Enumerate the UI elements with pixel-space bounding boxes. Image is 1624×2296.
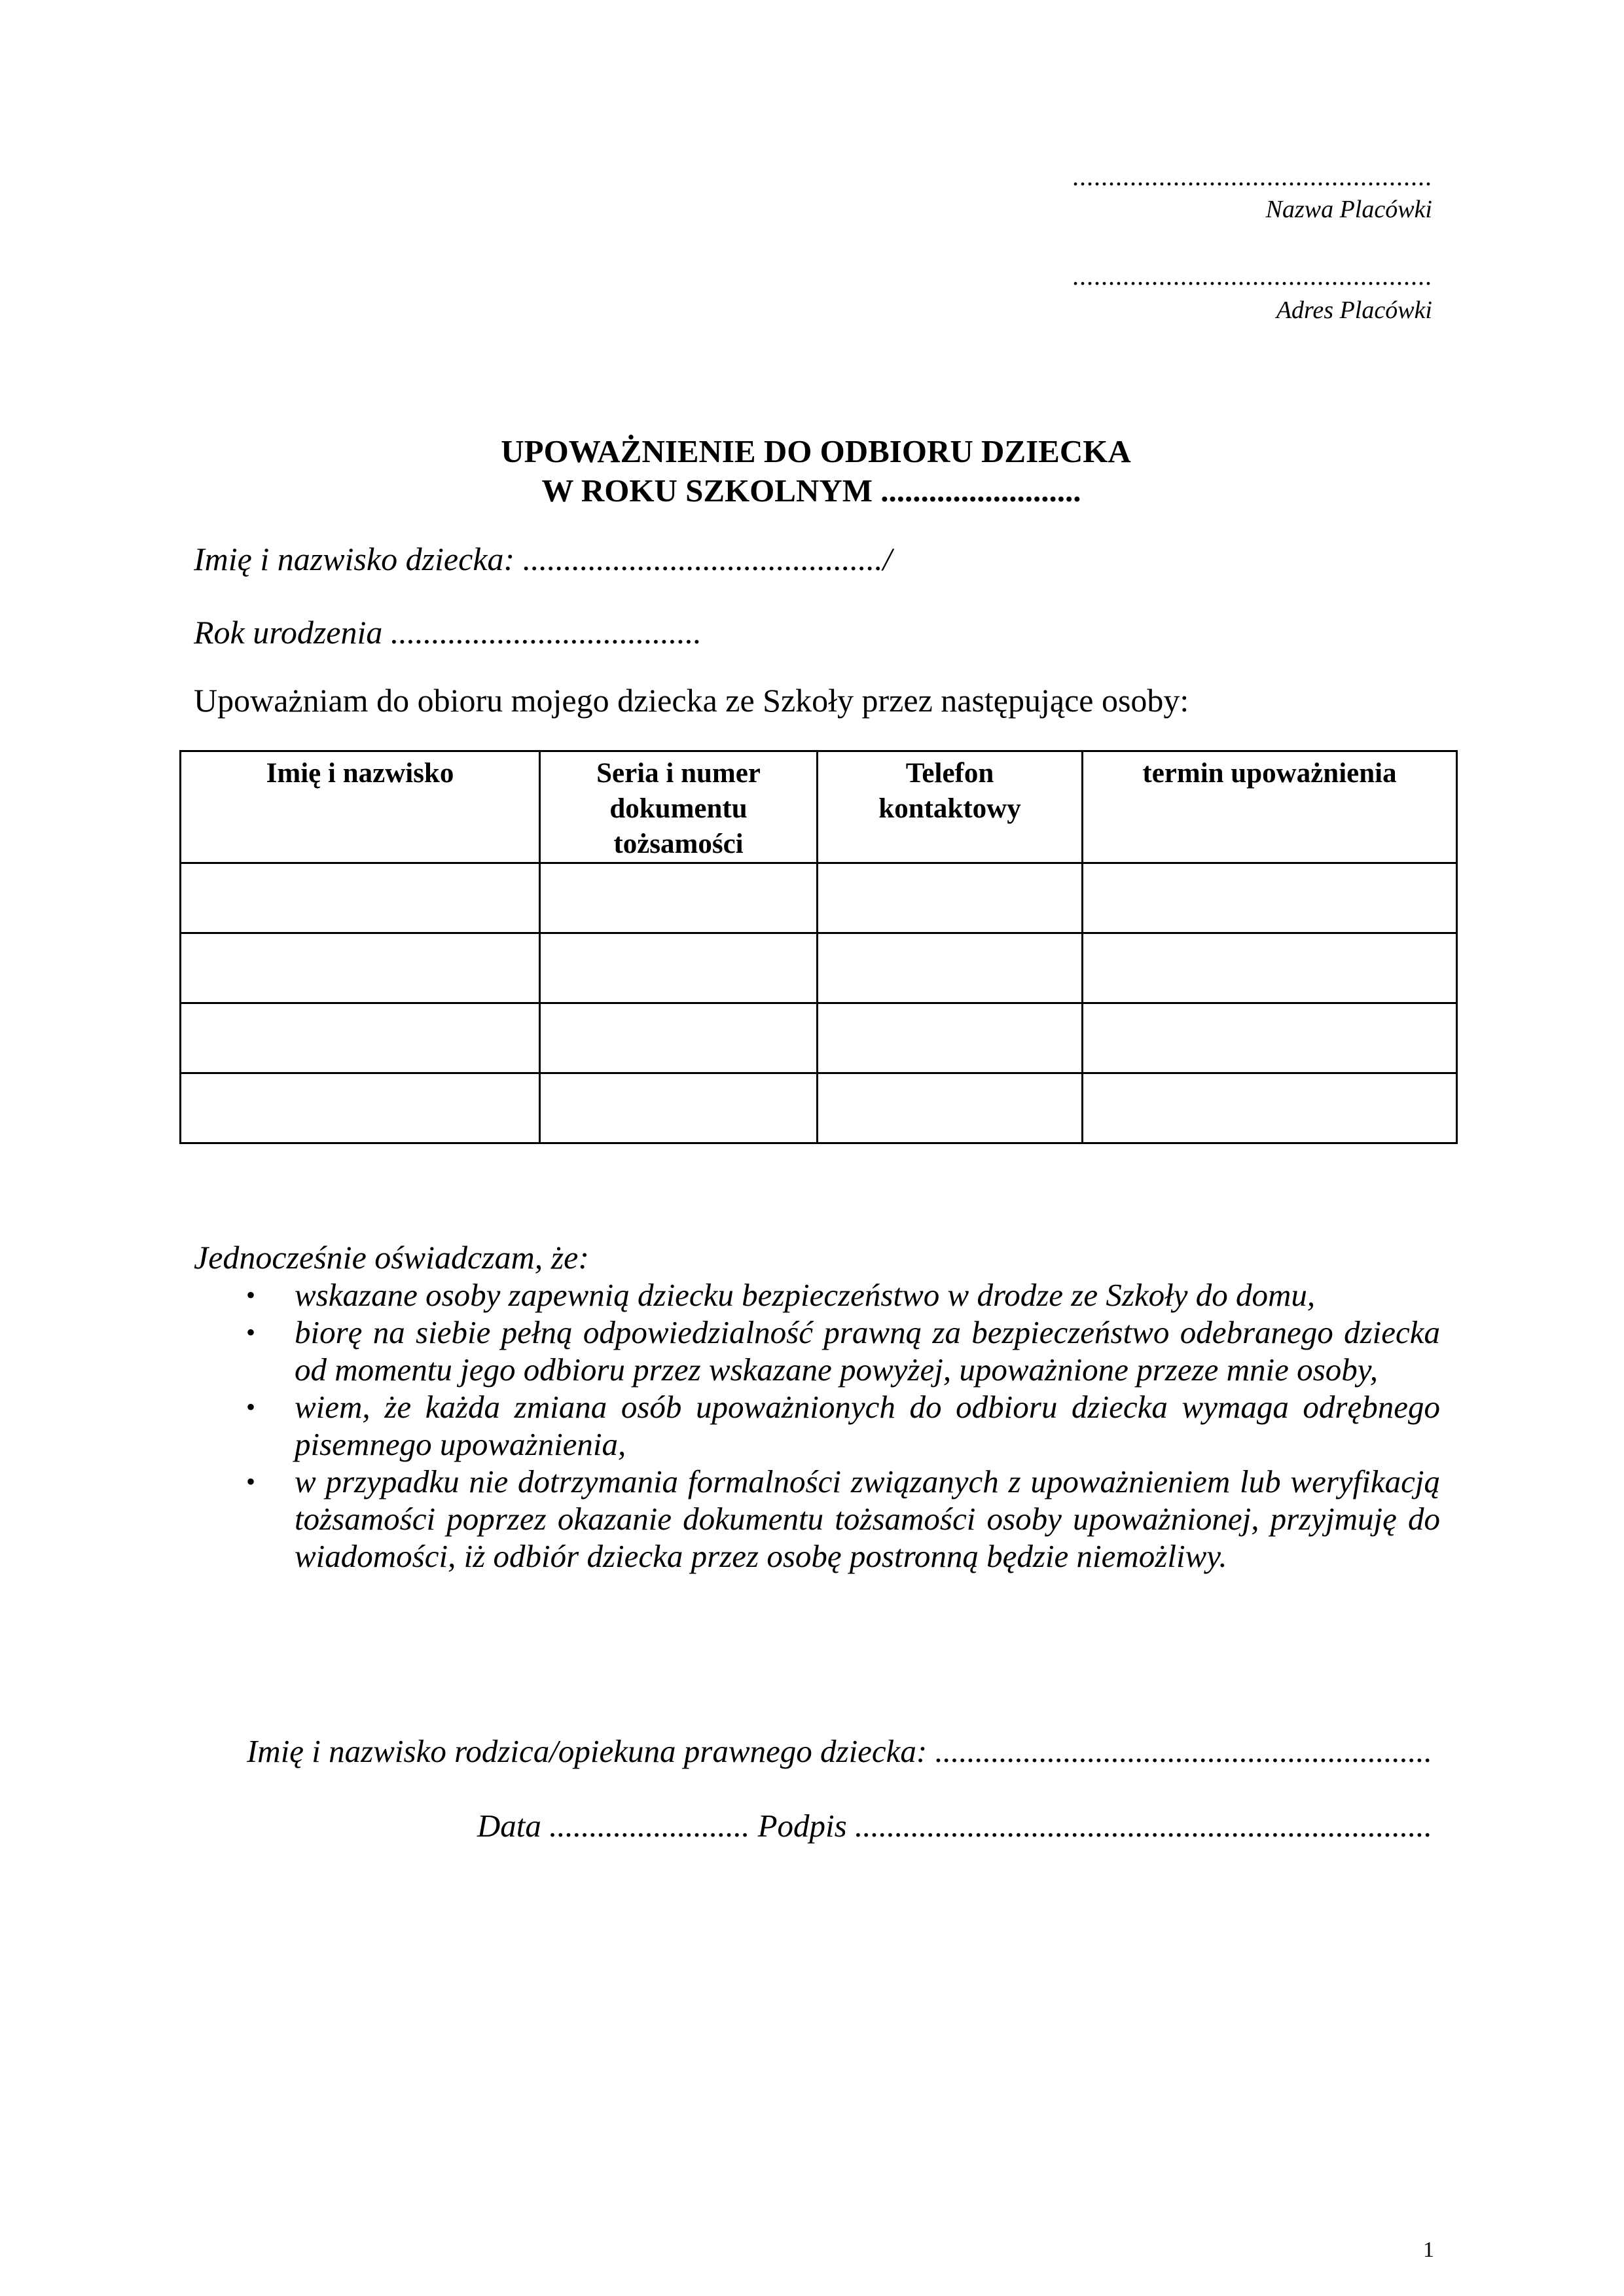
table-cell[interactable] <box>1083 1003 1457 1073</box>
table-cell[interactable] <box>540 1073 818 1143</box>
bullet-icon: • <box>246 1392 256 1422</box>
list-item <box>236 1463 1440 1575</box>
child-name-field[interactable]: Imię i nazwisko dziecka: ............................................/ <box>194 541 892 577</box>
bullet-icon: • <box>246 1318 256 1347</box>
institution-address-label: Adres Placówki <box>1276 296 1432 324</box>
institution-address-blank[interactable]: .................................................. <box>1072 261 1432 291</box>
title-line-2[interactable]: W ROKU SZKOLNYM ......................... <box>541 473 1081 509</box>
table-cell[interactable] <box>540 933 818 1003</box>
table-cell[interactable] <box>540 863 818 933</box>
table-header-row <box>181 751 1457 863</box>
institution-name-blank[interactable]: .................................................. <box>1072 162 1432 191</box>
declaration-text: biorę na siebie pełną odpowiedzialność prawną za bezpieczeństwo odebranego dziecka od momentu jego odbioru przez wskazane powyżej, upoważnione przeze mnie osoby, <box>295 1314 1440 1388</box>
table-cell[interactable] <box>818 863 1083 933</box>
document-title <box>0 432 1624 471</box>
table-cell[interactable] <box>181 933 540 1003</box>
table-row <box>181 1003 1457 1073</box>
declaration-text: wskazane osoby zapewnią dziecku bezpieczeństwo w drodze ze Szkoły do domu, <box>295 1277 1316 1313</box>
col-header-phone: Telefon kontaktowy <box>818 751 1083 863</box>
page-number: 1 <box>1423 2238 1434 2262</box>
date-signature-field[interactable]: Data ......................... Podpis ........................................................................ <box>477 1808 1432 1844</box>
table-cell[interactable] <box>1083 863 1457 933</box>
institution-name-label: Nazwa Placówki <box>1265 196 1432 223</box>
list-item <box>236 1388 1440 1463</box>
col-header-document: Seria i numer dokumentu tożsamości <box>540 751 818 863</box>
table-cell[interactable] <box>818 1003 1083 1073</box>
document-subtitle <box>0 471 1624 511</box>
declaration-text: wiem, że każda zmiana osób upoważnionych do odbioru dziecka wymaga odrębnego pisemnego upoważnienia, <box>295 1389 1440 1462</box>
table-cell[interactable] <box>181 1073 540 1143</box>
table-row <box>181 933 1457 1003</box>
declarations-list <box>236 1276 1440 1575</box>
table-cell[interactable] <box>1083 933 1457 1003</box>
declaration-text: w przypadku nie dotrzymania formalności związanych z upoważnieniem lub weryfikacją tożsamości poprzez okazanie dokumentu tożsamości osoby upoważnionej, przyjmuję do wiadomości, iż odbiór dziecka przez osobę postronną będzie niemożliwy. <box>295 1463 1440 1574</box>
table-cell[interactable] <box>181 863 540 933</box>
table-row <box>181 863 1457 933</box>
table-cell[interactable] <box>181 1003 540 1073</box>
table-row <box>181 1073 1457 1143</box>
bullet-icon: • <box>246 1467 256 1496</box>
table-cell[interactable] <box>540 1003 818 1073</box>
parent-name-field[interactable]: Imię i nazwisko rodzica/opiekuna prawnego dziecka: .............................................................. <box>246 1733 1432 1769</box>
title-line-1: UPOWAŻNIENIE DO ODBIORU DZIECKA <box>501 433 1131 469</box>
birth-year-field[interactable]: Rok urodzenia ...................................... <box>194 614 702 651</box>
table-cell[interactable] <box>1083 1073 1457 1143</box>
list-item <box>236 1276 1440 1314</box>
table-cell[interactable] <box>818 933 1083 1003</box>
col-header-term: termin upoważnienia <box>1083 751 1457 863</box>
bullet-icon: • <box>246 1280 256 1310</box>
declarations-heading: Jednocześnie oświadczam, że: <box>194 1239 590 1276</box>
authorization-intro: Upoważniam do obioru mojego dziecka ze Szkoły przez następujące osoby: <box>194 682 1189 719</box>
authorized-persons-table <box>179 750 1458 1144</box>
col-header-name: Imię i nazwisko <box>181 751 540 863</box>
table-cell[interactable] <box>818 1073 1083 1143</box>
list-item <box>236 1314 1440 1388</box>
